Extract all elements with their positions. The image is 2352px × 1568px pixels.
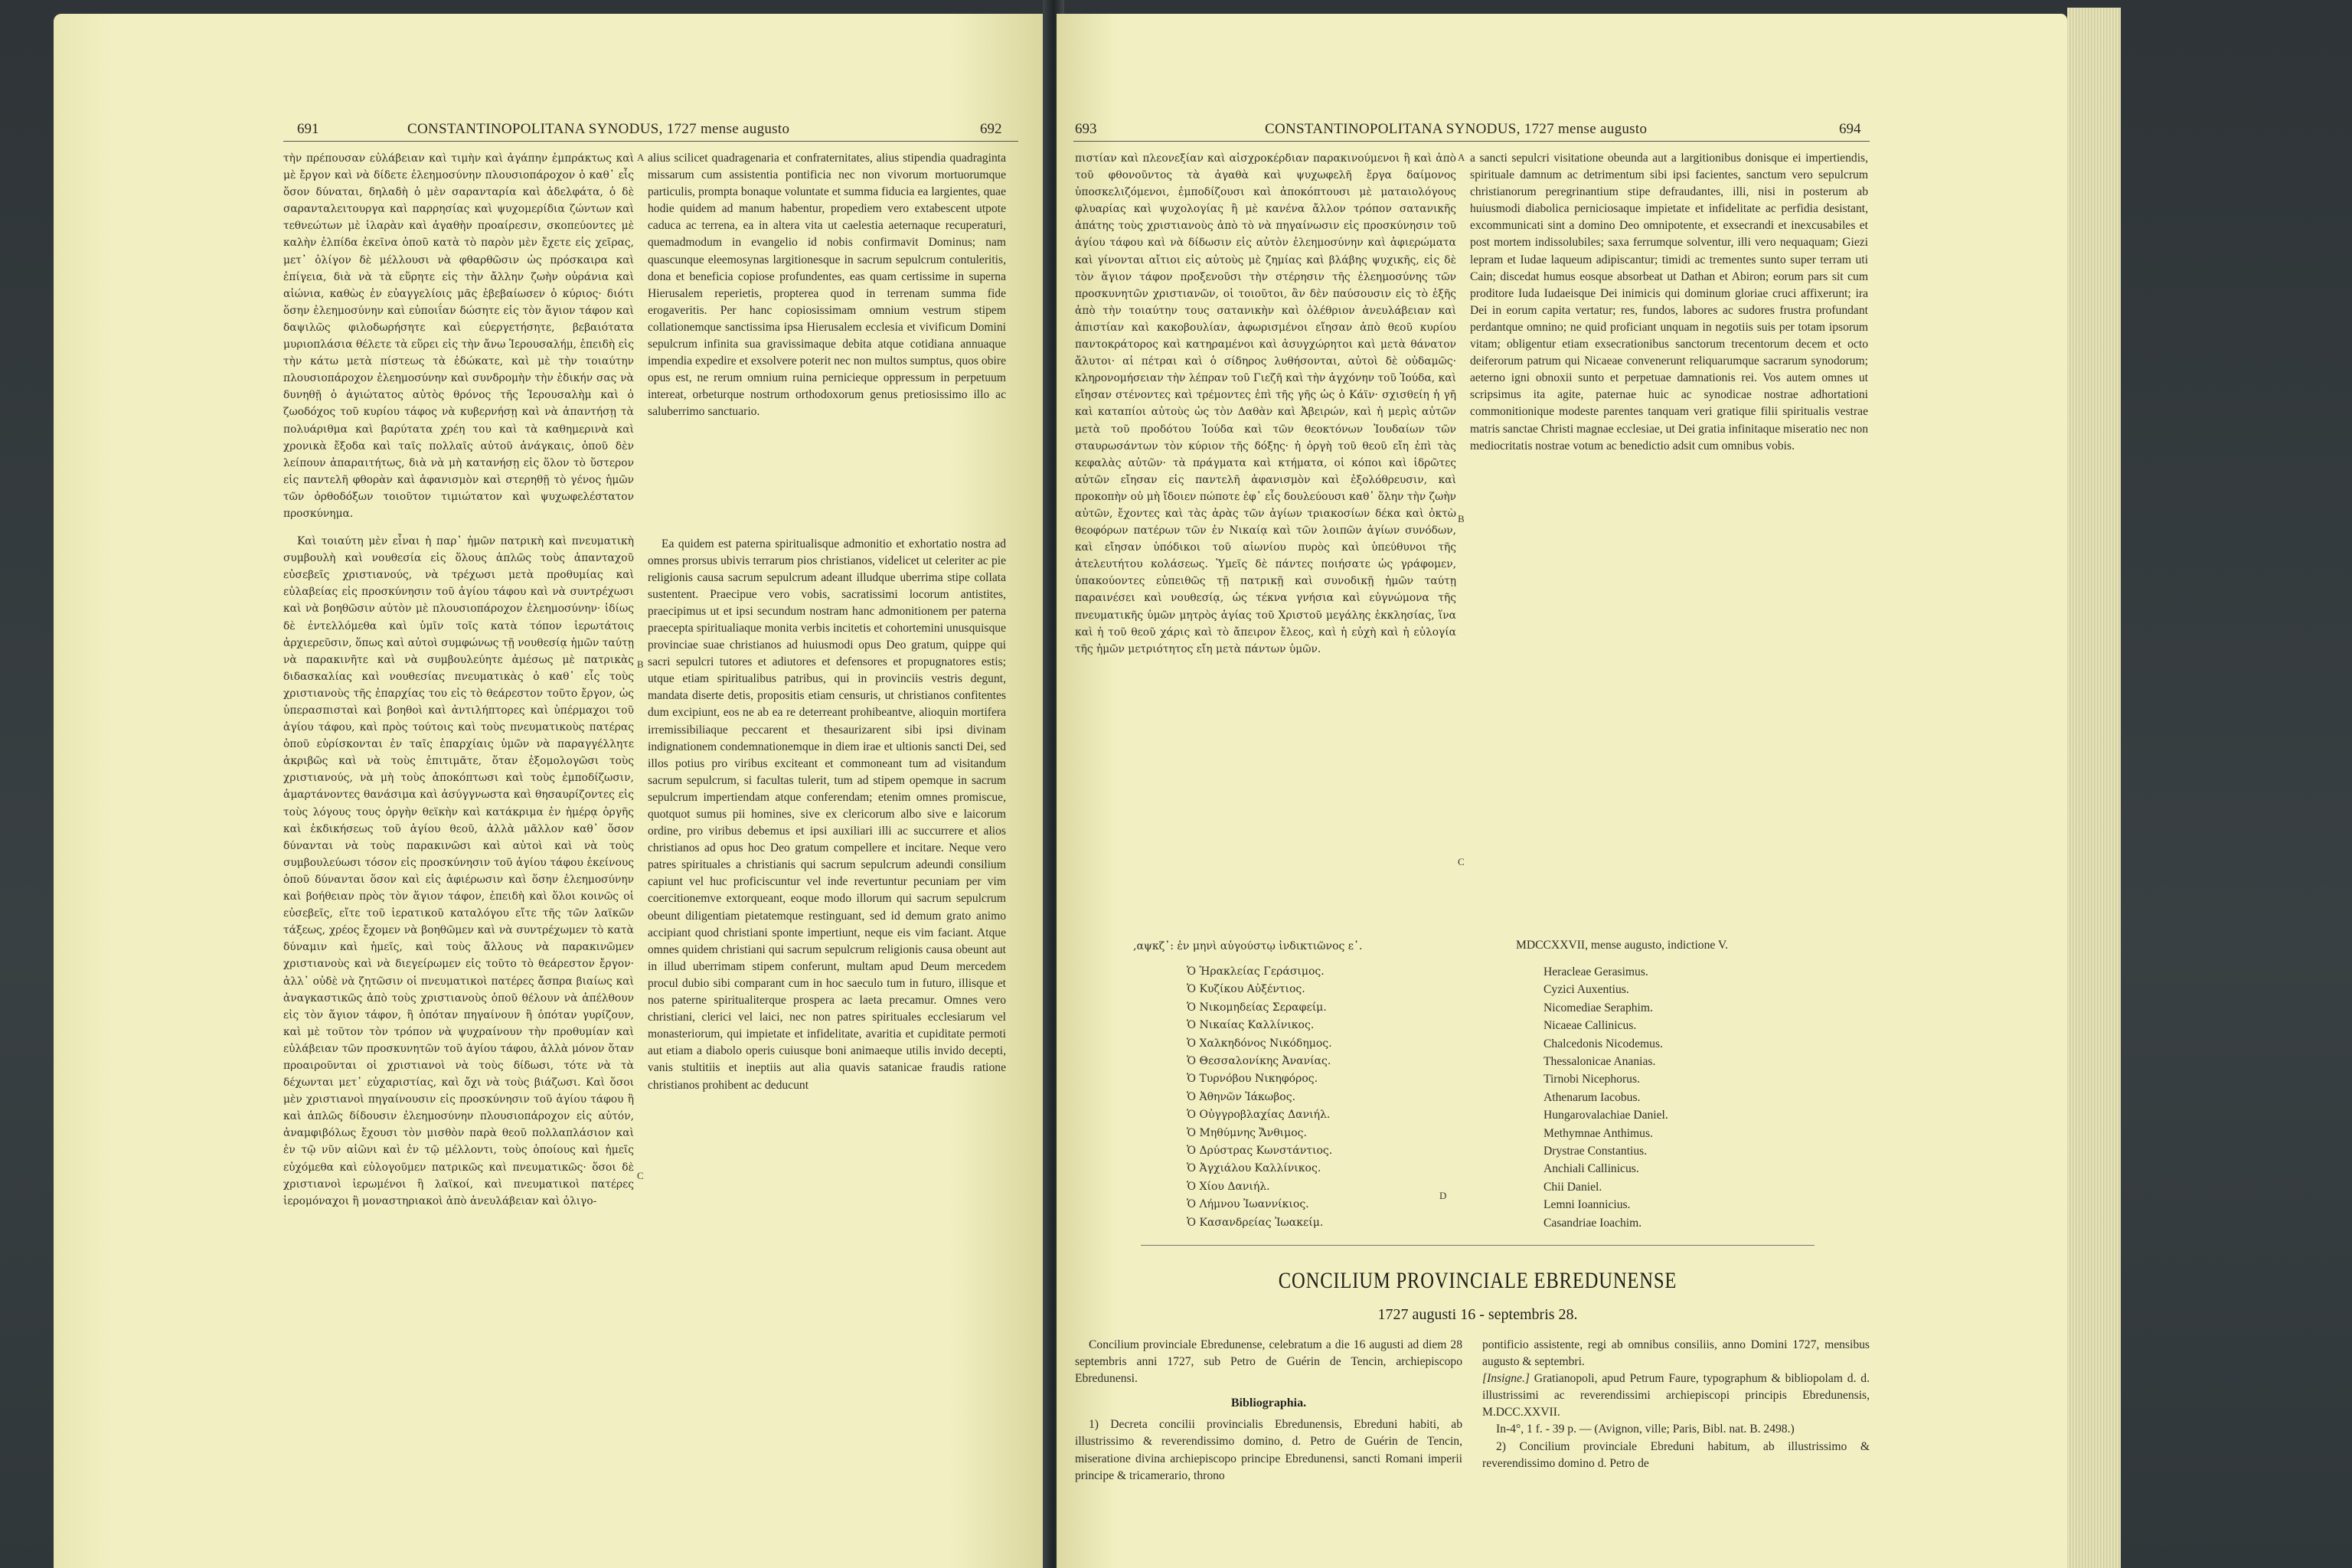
latin-signature: Hungarovalachiae Daniel. [1544,1109,1668,1122]
insigne-label: [Insigne.] [1482,1372,1530,1386]
margin-mark-d: D [1439,1190,1447,1201]
latin-column-left [648,150,1006,1563]
margin-mark-c: C [637,1170,644,1181]
latin-date-heading: MDCCXXVII, mense augusto, indictione V. [1516,939,1729,952]
greek-signature: Ὁ Κυζίκου Αὐξέντιος. [1187,983,1305,996]
latin-signature: Nicomediae Seraphim. [1544,1001,1653,1014]
bibliography-entry-2: 2) Concilium provinciale Ebreduni habitum, ab illustrissimo & reverendissimo domino d. Petro de [1482,1439,1870,1470]
running-title-left: CONSTANTINOPOLITANA SYNODUS, 1727 mense augusto [407,121,790,137]
greek-signature: Ὁ Μηθύμνης Ἄνθιμος. [1187,1126,1307,1139]
bibliography-entry-1-cont: pontificio assistente, regi ab omnibus consiliis, anno Domini 1727, mensibus augusto & septembri. [1482,1338,1870,1369]
latin-signature: Chalcedonis Nicodemus. [1544,1037,1663,1050]
page-number-691: 691 [297,121,319,137]
greek-paragraph: Καὶ τοιαύτη μὲν εἶναι ἡ παρ᾽ ἡμῶν πατρικὴ καὶ πνευματικὴ συμβουλὴ καὶ νουθεσία εἰς ὅλους ἁπλῶς τοὺς ἁπανταχοῦ εὐσεβεῖς χριστιανούς, νὰ τρέχωσι μετὰ προθυμίας καὶ εὐλαβείας εἰς προσκύνησιν τοῦ ἁγίου τάφου καὶ νὰ συντρέχωσι καὶ νὰ βοηθῶσιν αὐτὸν μὲ πλουσιοπάροχον ἐλεημοσύνην· ἰδίως δὲ ἐντελλόμεθα καὶ ὑμῖν τοῖς κατὰ τόπον ἱερωτάτοις ἀρχιερεῦσιν, ὅπως καὶ αὐτοὶ συμφώνως τῇ νουθεσίᾳ ἡμῶν ταύτῃ νὰ παρακινῆτε καὶ νὰ συμβουλεύητε ἀμέσως μὲ πατρικὰς διδασκαλίας καὶ νουθεσίας πνευματικὰς ὁ καθ᾽ εἷς τοὺς χριστιανοὺς τῆς ἐπαρχίας του εἰς τὸ θεάρεστον τοῦτο ἔργον, ὡς ὑπερασπισταὶ καὶ βοηθοὶ καὶ ἀντιλήπτορες καὶ ὑπέρμαχοι τοῦ ἁγίου τάφου, καὶ πρὸς τούτοις καὶ τοὺς πνευματικοὺς πατέρας ὁποῦ εὑρίσκονται ἐν ταῖς ἐπαρχίαις ὑμῶν νὰ παραγγέλλητε ἀκριβῶς καὶ νὰ τοὺς ἐπιτιμᾶτε, ὅταν ἐξομολογῶσι τοὺς χριστιανούς, νὰ μὴ τοὺς ἀποκόπτωσι καὶ τοὺς ἐμποδίζωσιν, ἁμαρτάνοντες θανάσιμα καὶ ἀσύγγνωστα καὶ θησαυρίζοντες εἰς τοὺς λόγους τους ὀργὴν θεϊκὴν καὶ κατάκριμα ἐν ἡμέρᾳ ὀργῆς καὶ ἐκδικήσεως τοῦ ἁγίου θεοῦ, ἀλλὰ μᾶλλον καθ᾽ ὅσον δύνανται νὰ τοὺς παρακινῶσι καὶ αὐτοὶ καὶ νὰ τοὺς συμβουλεύωσι τόσον εἰς προσκύνησιν τοῦ ἁγίου τάφου ἐκείνους ὁποῦ δύνανται ὅσον καὶ εἰς ἀφιέρωσιν καὶ ὅσην ἐλεημοσύνην καὶ βοήθειαν πρὸς τὸν ἅγιον τάφον, ἐπειδὴ καὶ ὅλοι κοινῶς οἱ εὐσεβεῖς, εἴτε τοῦ ἱερατικοῦ καταλόγου εἴτε τῆς τῶν λαϊκῶν τάξεως, χρέος ἔχομεν νὰ βοηθῶμεν καὶ νὰ συντρέχωμεν τὸ κατὰ δύναμιν καὶ ἡμεῖς, καὶ τοὺς ἄλλους νὰ παρακινῶμεν χριστιανοὺς καὶ νὰ διεγείρωμεν εἰς τοῦτο τὸ θεάρεστον ἔργον· ἀλλ᾽ οὐδὲ νὰ ζητῶσιν οἱ πνευματικοὶ πατέρες ἄσπρα βιαίως καὶ ἀναγκαστικῶς ἀπὸ τοὺς χριστιανοὺς ὁποῦ θέλουν νὰ ἀπέλθουν εἰς τὸν ἅγιον τάφον, ἢ ὁπόταν πηγαίνουν ἢ ὁπόταν γυρίζουν, καὶ μὲ τοῦτον τὸν τρόπον νὰ ψυχραίνουν τὴν προθυμίαν καὶ εὐλάβειαν τῶν προσκυνητῶν τοῦ ἁγίου τάφου, ἀλλὰ μόνον ὅταν προαιροῦνται οἱ χριστιανοὶ νὰ τοὺς δίδωσι, τότε νὰ τὰ δέχωνται μετ᾽ εὐχαριστίας, καὶ ὄχι νὰ τοὺς βιάζωσι. Καὶ ὅσοι μὲν χριστιανοὶ πηγαίνουσιν εἰς προσκύνησιν τοῦ ἁγίου τάφου ἢ καὶ ἁπλῶς δίδουσιν ἐλεημοσύνην πλουσιοπάροχον εἰς αὐτόν, ἀναμφιβόλως ἔχουσι τὸν μισθὸν παρὰ θεοῦ πολλαπλάσιον καὶ ἐν τῷ νῦν αἰῶνι καὶ ἐν τῷ μέλλοντι, τοὺς ὁποίους καὶ ἡμεῖς εὐχόμεθα καὶ εὐλογοῦμεν πατρικῶς καὶ πνευματικῶς· ὅσοι δὲ χριστιανοὶ ἱερωμένοι ἢ λαϊκοί, καὶ πνευματικοὶ πατέρες ἱερομόναχοι ἢ μοναστηριακοὶ ἀπὸ ἀνευλάβειαν καὶ ὀλιγο- [283,535,634,1207]
concilium-dates: 1727 augusti 16 - septembris 28. [1377,1306,1578,1323]
page-number-692: 692 [980,121,1002,137]
concilium-title: CONCILIUM PROVINCIALE EBREDUNENSE [1278,1268,1677,1293]
greek-signature: Ὁ Τυρνόβου Νικηφόρος. [1187,1073,1318,1086]
latin-signature: Athenarum Iacobus. [1544,1090,1641,1104]
latin-signature: Casandriae Ioachim. [1544,1216,1642,1230]
latin-signature-list [1544,963,1668,1232]
concilium-intro: Concilium provinciale Ebredunense, celebratum a die 16 augusti ad diem 28 septembris anni 1727, sub Petro de Guérin de Tencin, archiepiscopo Ebredunensi. [1075,1338,1462,1386]
greek-date-heading: ,αψκζ᾽: ἐν μηνὶ αὐγούστῳ ἰνδικτιῶνος ε᾽. [1133,940,1363,952]
margin-mark-b: B [1458,513,1465,524]
latin-signature: Lemni Ioannicius. [1544,1198,1631,1212]
left-page [54,14,1049,1568]
margin-mark-a: A [1458,152,1465,163]
bibliography-format: In-4°, 1 f. - 39 p. — (Avignon, ville; Paris, Bibl. nat. B. 2498.) [1496,1423,1795,1436]
greek-column-right [1075,150,1456,946]
latin-paragraph: a sancti sepulcri visitatione obeunda aut a largitionibus donisque ei impertiendis, spirituale damnum ac detrimentum sibi ipsi facientes, sanctum vero sepulcrum christianorum peregrinantium stipe defraudantes, illi, nisi in posterum ab huiusmodi diabolica perniciosaque impietate et infidelitate ac perfidia desistant, excommunicati sint a domino Deo omnipotente, et exsecrandi et inexcusabiles et post mortem indissolubiles; saxa ferrumque solventur, illi vero nequaquam; Giezi lepram et Iudae laqueum adipiscantur; timidi ac trementes sunto super terram uti Cain; discedat humus eosque absorbeat ut Dathan et Abiron; eorum pars sit cum proditore Iuda Iudaeisque Dei inimicis qui dominum gloriae cruci affixerunt; ira Dei in eorum capita vertatur; res, fundos, labores ac sudores frustra profundant perdantque omnino; ne quid proficiant unquam in negotiis suis per totam ipsorum vitam; obligentur etiam exsecrationibus sanctorum trecentorum decem et octo deiferorum patrum qui Nicaeae convenerunt reliquarumque sacrarum synodorum; aeterno igni obnoxii sunto et perpetuae damnationis rei. Vos autem omnes ut scripsimus ita agite, paternae huic ac synodicae nostrae adhortationi commonitionique modeste parentes tanquam veri gratique filii spiritualis vestrae matris sanctae Christi magnae ecclesiae, ut Dei gratia infinitaque miseratio nec non mediocritatis nostrae votum ac benedictio adsit cum omnibus vobis. [1470,152,1868,452]
latin-signature: Nicaeae Callinicus. [1544,1019,1637,1033]
latin-signature: Drystrae Constantius. [1544,1145,1648,1158]
latin-signature: Heracleae Gerasimus. [1544,965,1648,978]
greek-signature: Ὁ Ἀθηνῶν Ἰάκωβος. [1187,1090,1296,1103]
latin-column-right [1470,150,1868,747]
greek-signature: Ὁ Ἡρακλείας Γεράσιμος. [1187,965,1325,978]
right-page [1057,14,2067,1568]
header-rule-left [283,141,1018,142]
greek-signature-list [1187,963,1332,1232]
margin-mark-c: C [1458,856,1465,867]
header-rule-right [1073,141,1870,142]
latin-paragraph: alius scilicet quadragenaria et confraternitates, alius stipendia quadraginta missarum cum assistentia pontificia nec non vivorum mortuorumque particulis, prompta bonaque voluntate et summa fiducia ea largientes, quae hodie quidem ad manum habentur, propediem vero extabescent utpote caduca ac terrena, ea in altera vita ut caelestia aeternaque recuperaturi, quemadmodum in evangelio id nobis confirmavit Dominus; nam quascunque eleemosynas largitionesque in sacrum sepulcrum contuleritis, dona et beneficia copiose profundentes, eas quam certissime in superna Hierusalem reperietis, propterea quod in terrenam summa fide erogaveritis. Per hanc copiosissimam omnium vestrum stipem collationemque sanctissima ipsa Hierusalem ecclesia et vivificum Domini sepulcrum infinita sua gravissimaque debita atque cotidiana annuaque impendia expedire et exsolvere poterit nec non multos sumptus, quos obire opus est, ne rerum omnium ruina pernicieque oppressum in perpetuum intereat, orbeturque nostrum orthodoxorum genus pretiosissimo illo ac saluberrimo sanctuario. [648,152,1006,419]
greek-signature: Ὁ Χαλκηδόνος Νικόδημος. [1187,1037,1332,1050]
margin-mark-a: A [637,152,645,163]
greek-signature: Ὁ Χίου Δανιήλ. [1187,1180,1270,1193]
greek-signature: Ὁ Κασανδρείας Ἰωακείμ. [1187,1216,1324,1229]
section-divider [1141,1245,1815,1246]
page-edges [2067,8,2121,1568]
greek-paragraph: τὴν πρέπουσαν εὐλάβειαν καὶ τιμὴν καὶ ἀγάπην ἐμπράκτως καὶ μὲ ἔργον καὶ νὰ δίδετε ἐλεημοσύνην πλουσιοπάροχον ὁ καθ᾽ εἷς ὅσον δύναται, δηλαδὴ ὁ μὲν σαρανταρία καὶ ἀδελφάτα, ὁ δὲ σαρανταλειτουργα καὶ παρρησίας καὶ ψυχομερίδια ζώντων καὶ τεθνεώτων μὲ ἱλαρὰν καὶ ἀγαθὴν προαίρεσιν, σκοπεύοντες μὲ καλὴν ἐλπίδα ἐκεῖνα ὁποῦ κατὰ τὸ παρὸν μὲν ἔχετε εἰς χεῖρας, μετ᾽ ὀλίγον δὲ μέλλουσι νὰ φθαρθῶσιν ὡς πρόσκαιρα καὶ ἐπίγεια, διὰ νὰ τὰ εὕρητε εἰς τὴν ἄλλην ζωὴν οὐράνια καὶ αἰώνια, καθὼς ἐν εὐαγγελίοις μᾶς ἐβεβαίωσεν ὁ κύριος· διότι ὅσην ἐλεημοσύνην καὶ εὐποιΐαν δώσητε εἰς τὸν ἅγιον τάφον καὶ δαψιλῶς φιλοδωρήσητε καὶ εὐεργετήσητε, βεβαιότατα μυριοπλάσια θέλετε τὰ εὕρει εἰς τὴν ἄνω Ἱερουσαλήμ, ἐπειδὴ εἰς τὴν κάτω μετὰ πίστεως τὰ ἐδώκατε, καὶ μὲ τὴν τοιαύτην πλουσιοπάροχον ἐλεημοσύνην καὶ συνδρομὴν τὴν ἐδικήν σας νὰ δυνηθῇ ὁ ἁγιώτατος αὐτὸς θρόνος τῆς Ἱερουσαλὴμ καὶ ὁ ζωοδόχος τοῦ κυρίου τάφος νὰ κυβερνήσῃ καὶ νὰ ἀπαντήσῃ τὰ πολυάριθμα καὶ βαρύτατα χρέη του καὶ τὰ καθημερινὰ καὶ χρονικὰ ἔξοδα καὶ ταῖς πολλαῖς αὐτοῦ ἀνάγκαις, ὁποῦ δὲν λείπουν ἀπαραιτήτως, διὰ νὰ μὴ κατανήσῃ εἰς ὅλον τὸ ὕστερον εἰς παντελῆ φθορὰν καὶ ἀφανισμὸν καὶ στερηθῇ τὸ γένος ἡμῶν τῶν ὀρθοδόξων τοιοῦτον τιμιώτατον καὶ ψυχωφελέστατον προσκύνημα. [283,152,634,520]
greek-signature: Ὁ Νικομηδείας Σεραφείμ. [1187,1001,1327,1014]
greek-signature: Ὁ Δρύστρας Κωνστάντιος. [1187,1145,1333,1158]
latin-signature: Chii Daniel. [1544,1180,1602,1194]
page-number-694: 694 [1839,121,1861,137]
page-number-693: 693 [1075,121,1097,137]
running-title-right: CONSTANTINOPOLITANA SYNODUS, 1727 mense augusto [1265,121,1648,137]
greek-signature: Ὁ Οὐγγροβλαχίας Δανιήλ. [1187,1109,1331,1122]
greek-signature: Ὁ Λήμνου Ἰωαννίκιος. [1187,1198,1309,1211]
latin-signature: Methymnae Anthimus. [1544,1126,1653,1140]
latin-paragraph: Ea quidem est paterna spiritualisque admonitio et exhortatio nostra ad omnes prorsus ubivis terrarum pios christianos, videlicet ut celeriter ac pie religionis causa sacrum sepulcrum adeant illudque uberrima stipe collata sustentent. Praecipue vero vobis, sacratissimi locorum antistites, praecipimus ut et ipsi secundum nostram hanc admonitionem per paterna praecepta spiritualiaque monita verbis incitetis et cohortemini unusquisque provinciae suae christianos ad huiusmodi opus Deo gratum, quippe qui sacri sepulcri tutores et adiutores et defensores et propugnatores estis; utque etiam spiritualibus patribus, qui in provinciis vestris degunt, mandata diserte detis, propositis etiam censuris, ut christianos confitentes dum excipiunt, eos ne ab ea re deterreant prohibeantve, alioquin mortifera irremissibiliaque peccarent et thesaurizarent sibi ipsi divinam indignationem condemnationemque in diem irae et ultionis sancti Dei, sed illos potius pro viribus exciteant et commoneant tum ad visitandum sacrum sepulcrum, si facultas tulerit, tum ad stipem opemque in sacrum sepulcrum impertiendam atque conferendam; etenim omnes promiscue, quotquot sumus pii homines, sive ex clericorum albo sive e laicorum ordine, pro viribus debemus et ipsi auxiliari illi ac succurrere et alios christianos ad opus hoc Deo gratum compellere et incitare. Neque vero patres spirituales a christianis qui sacrum sepulcrum adeundi consilium capiunt vel huc proficiscuntur vel inde revertuntur pecuniam per vim coercitionemve extorqueant, eoque modo illorum qui sacrum sepulcrum obeunt diligentiam pietatemque restinguant, sed id demum grato animo accipiant quod christiani sponte impertiunt, neque eis vim faciant. Atque omnes quidem christiani qui sacrum sepulcrum religionis causa obeunt aut in illud uberrimam stipem conferunt, multam apud Deum mercedem procul dubio sibi comparant cum in hoc saeculo tum in futuro, illisque et nos paterne spiritualiterque prospera ac laeta precamur. Omnes vero christiani, clerici vel laici, nec non patres spirituales ecclesiarum vel monasteriorum, qui impietate et infidelitate, avaritia et cupiditate permoti aut etiam a diabolo operis cuiusque boni animaeque utilis invido decepti, vanis stultitiis et ineptiis aut alia quavis satanicae fraudis ratione christianos prohibent ac deducunt [648,537,1006,1092]
concilium-right-column [1482,1337,1870,1566]
greek-signature: Ὁ Νικαίας Καλλίνικος. [1187,1019,1315,1032]
greek-signature: Ὁ Ἀγχιάλου Καλλίνικος. [1187,1162,1321,1175]
bibliography-entry-1: 1) Decreta concilii provincialis Ebredunensis, Ebreduni habiti, ab illustrissimo & reverendissimo domino, d. Petro de Guérin de Tencin, miseratione divina archiepiscopo principe Ebredunensi, sancti Romani imperii principe & tricamerario, throno [1075,1418,1462,1482]
latin-signature: Anchiali Callinicus. [1544,1162,1639,1176]
bibliographia-heading: Bibliographia. [1230,1396,1307,1410]
greek-paragraph: πιστίαν καὶ πλεονεξίαν καὶ αἰσχροκέρδιαν παρακινούμενοι ἢ καὶ ἀπὸ τοῦ φθονοῦντος τὰ ἀγαθὰ καὶ ψυχωφελῆ ἔργα δαίμονος ὑποσκελιζόμενοι, ἐμποδίζουσι καὶ ἀποκόπτουσι μὲ ματαιολόγους φλυαρίας καὶ ψυχολογίας ἢ μὲ κανένα ἄλλον τρόπον σατανικῆς ἀπάτης τοὺς χριστιανοὺς ἀπὸ τὸ νὰ πηγαίνωσιν εἰς προσκύνησιν τοῦ ἁγίου τάφου καὶ νὰ δίδωσιν εἰς αὐτὸν ἐλεημοσύνην καὶ ἀφιερώματα καὶ γίνονται αἴτιοι εἰς αὐτοὺς μὲ ζημίας καὶ βλάβης ψυχικῆς, εἰς δὲ τὸν ἅγιον τάφον προξενοῦσι τὴν στέρησιν τῆς ἐλεημοσύνης τῶν προσκυνητῶν χριστιανῶν, οἱ τοιοῦτοι, ἂν δὲν παύσουσιν εἰς τὸ ἑξῆς ἀπὸ τὴν τοιαύτην τους σατανικὴν καὶ ὀλέθριον ἀνευλάβειαν καὶ ἀπιστίαν καὶ κακοβουλίαν, ἀφωρισμένοι εἴησαν ἀπὸ θεοῦ κυρίου παντοκράτορος καὶ κατηραμένοι καὶ ἀσυγχώρητοι καὶ μετὰ θάνατον ἄλυτοι· αἱ πέτραι καὶ ὁ σίδηρος λυθήσονται, αὐτοὶ δὲ οὐδαμῶς· κληρονομήσειαν τὴν λέπραν τοῦ Γιεζῆ καὶ τὴν ἀγχόνην τοῦ Ἰούδα, καὶ εἴησαν στένοντες καὶ τρέμοντες ἐπὶ τῆς γῆς ὡς ὁ Κάϊν· σχισθείη ἡ γῆ καὶ καταπίοι αὐτοὺς ὡς τὸν Δαθὰν καὶ Ἀβειρών, καὶ ἡ μερὶς αὐτῶν μετὰ τοῦ προδότου Ἰούδα καὶ τῶν θεοκτόνων Ἰουδαίων τῶν σταυρωσάντων τὸν κύριον τῆς δόξης· ἡ ὀργὴ τοῦ θεοῦ εἴη ἐπὶ τὰς κεφαλὰς αὐτῶν· τὰ πράγματα καὶ κτήματα, οἱ κόποι καὶ ἱδρῶτες αὐτῶν εἴησαν εἰς παντελῆ ἀφανισμὸν καὶ ἐξολόθρευσιν, καὶ προκοπὴν οὐ μὴ ἴδοιεν πώποτε ἐφ᾽ εἷς δουλεύουσι καθ᾽ ὅλην τὴν ζωὴν αὐτῶν, ἔχοντες καὶ τὰς ἀρὰς τῶν ἁγίων τριακοσίων δέκα καὶ ὀκτὼ θεοφόρων πατέρων τῶν ἐν Νικαίᾳ καὶ τῶν λοιπῶν ἁγίων συνόδων, καὶ εἴησαν ὑπόδικοι τοῦ αἰωνίου πυρὸς καὶ ὑπεύθυνοι τῆς ἀτελευτήτου κολάσεως. Ὑμεῖς δὲ πάντες ποιήσατε ὡς γράφομεν, ὑπακούοντες εὐπειθῶς τῇ πατρικῇ καὶ συνοδικῇ ἡμῶν ταύτῃ παραινέσει καὶ νουθεσίᾳ, ὡς τέκνα γνήσια καὶ εὐγνώμονα τῆς πνευματικῆς ὑμῶν μητρὸς ἁγίας τοῦ Χριστοῦ μεγάλης ἐκκλησίας, ἵνα καὶ ἡ τοῦ θεοῦ χάρις καὶ τὸ ἄπειρον ἔλεος, καὶ ἡ εὐχὴ καὶ ἡ εὐλογία τῆς ἡμῶν μετριότητος εἴη μετὰ πάντων ὑμῶν. [1075,152,1456,655]
greek-column-left [283,150,634,1563]
greek-signature: Ὁ Θεσσαλονίκης Ἀνανίας. [1187,1055,1331,1068]
latin-signature: Cyzici Auxentius. [1544,983,1629,997]
latin-signature: Tirnobi Nicephorus. [1544,1073,1640,1086]
margin-mark-b: B [637,658,644,670]
concilium-left-column [1075,1337,1462,1566]
bibliography-imprint: Gratianopoli, apud Petrum Faure, typographum & bibliopolam d. d. illustrissimi ac reverendissimi archiepiscopi principis Ebredunensis, M.DCC.XXVII. [1482,1372,1870,1419]
latin-signature: Thessalonicae Ananias. [1544,1055,1656,1069]
